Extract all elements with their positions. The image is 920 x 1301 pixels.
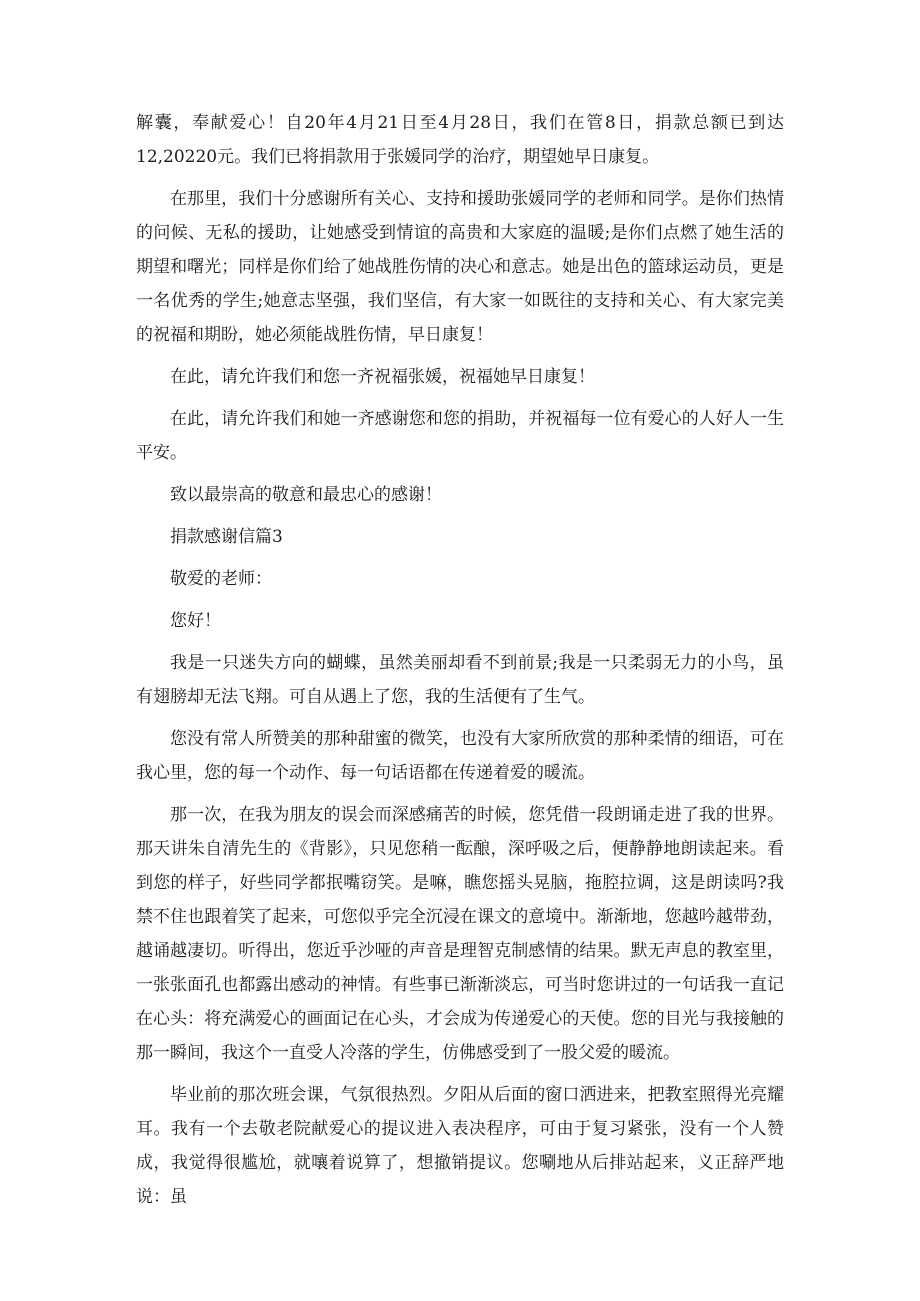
paragraph-class-meeting: 毕业前的那次班会课，气氛很热烈。夕阳从后面的窗口洒进来，把教室照得光亮耀耳。我有一个去敬老院献爱心的提议进入表决程序，可由于复习紧张，没有一个人赞成，我觉得很尴尬，就嚷着说算了，想撤销提议。您唰地从后排站起来，义正辞严地说：虽 bbox=[136, 1085, 784, 1207]
paragraph-closing-salute: 致以最崇高的敬意和最忠心的感谢！ bbox=[170, 485, 442, 505]
letter-salutation: 敬爱的老师： bbox=[170, 569, 272, 589]
paragraph-butterfly: 我是一只迷失方向的蝴蝶，虽然美丽却看不到前景;我是一只柔弱无力的小鸟，虽有翅膀却无法飞翔。可自从遇上了您，我的生活便有了生气。 bbox=[136, 653, 784, 707]
paragraph-donation-summary: 解囊，奉献爱心！自20年4月21日至4月28日，我们在管8日，捐款总额已到达12,20220元。我们已将捐款用于张媛同学的治疗，期望她早日康复。 bbox=[136, 113, 784, 167]
paragraph-thanks-donors: 在此，请允许我们和她一齐感谢您和您的捐助，并祝福每一位有爱心的人好人一生平安。 bbox=[136, 409, 784, 463]
paragraph-thanks-teachers-classmates: 在那里，我们十分感谢所有关心、支持和援助张媛同学的老师和同学。是你们热情的问候、无私的援助，让她感受到情谊的高贵和大家庭的温暖;是你们点燃了她生活的期望和曙光；同样是你们给了她战胜伤情的决心和意志。她是出色的篮球运动员，更是一名优秀的学生;她意志坚强，我们坚信，有大家一如既往的支持和关心、有大家完美的祝福和期盼，她必须能战胜伤情，早日康复！ bbox=[136, 189, 784, 345]
paragraph-warmth: 您没有常人所赞美的那种甜蜜的微笑，也没有大家所欣赏的那种柔情的细语，可在我心里，您的每一个动作、每一句话语都在传递着爱的暖流。 bbox=[136, 729, 784, 783]
paragraph-blessing: 在此，请允许我们和您一齐祝福张媛，祝福她早日康复！ bbox=[170, 367, 595, 387]
document-body bbox=[136, 106, 784, 1222]
paragraph-recitation: 那一次，在我为朋友的误会而深感痛苦的时候，您凭借一段朗诵走进了我的世界。那天讲朱自清先生的《背影》，只见您稍一酝酿，深呼吸之后，便静静地朗读起来。看到您的样子，好些同学都抿嘴窃笑。是嘛，瞧您摇头晃脑，拖腔拉调，这是朗读吗?我禁不住也跟着笑了起来，可您似乎完全沉浸在课文的意境中。渐渐地，您越吟越带劲，越诵越凄切。听得出，您近乎沙哑的声音是理智克制感情的结果。默无声息的教室里，一张张面孔也都露出感动的神情。有些事已渐渐淡忘，可当时您讲过的一句话我一直记在心头：将充满爱心的画面记在心头，才会成为传递爱心的天使。您的目光与我接触的那一瞬间，我这个一直受人冷落的学生，仿佛感受到了一股父爱的暖流。 bbox=[136, 805, 784, 1063]
letter-greeting: 您好！ bbox=[170, 611, 221, 631]
section-heading-letter-3: 捐款感谢信篇3 bbox=[170, 527, 283, 547]
